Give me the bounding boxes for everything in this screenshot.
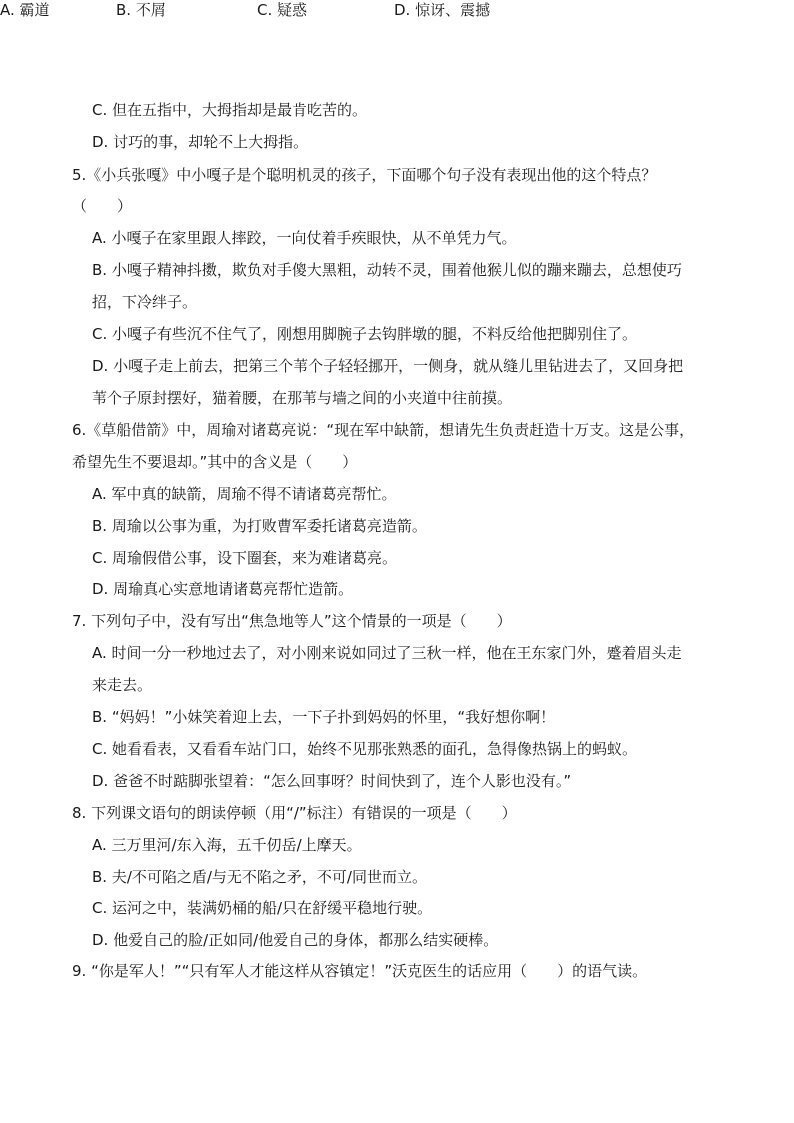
q5-option-b: B. 小嘎子精神抖擞，欺负对手傻大黑粗，动转不灵，围着他猴儿似的蹦来蹦去，总想使巧 xyxy=(92,261,682,279)
q9-option-c: C. 疑惑 xyxy=(257,1,308,19)
q8-option-a: A. 三万里河/东入海，五千仞岳/上摩天。 xyxy=(92,836,362,854)
question-9: 9. “你是军人！”“只有军人才能这样从容镇定！”沃克医生的话应用（ ）的语气读。 xyxy=(72,962,648,980)
q7-option-d: D. 爸爸不时踮脚张望着：“怎么回事呀？时间快到了，连个人影也没有。” xyxy=(92,772,572,790)
q8-option-d: D. 他爱自己的脸/正如同/他爱自己的身体，都那么结实硬棒。 xyxy=(92,931,499,949)
q5-option-d-cont: 苇个子原封摆好，猫着腰，在那苇与墙之间的小夹道中往前摸。 xyxy=(92,389,513,407)
q7-option-c: C. 她看看表，又看看车站门口，始终不见那张熟悉的面孔，急得像热锅上的蚂蚁。 xyxy=(92,740,638,758)
q5-option-d: D. 小嘎子走上前去，把第三个苇个子轻轻挪开，一侧身，就从缝儿里钻进去了，又回身把 xyxy=(92,357,684,375)
q9-options xyxy=(0,0,560,20)
question-8: 8. 下列课文语句的朗读停顿（用“/”标注）有错误的一项是（ ） xyxy=(72,804,517,822)
q9-option-d: D. 惊讶、震撼 xyxy=(394,1,491,19)
q7-option-a-cont: 来走去。 xyxy=(92,676,153,694)
q8-option-c: C. 运河之中，装满奶桶的船/只在舒缓平稳地行驶。 xyxy=(92,899,433,917)
q7-option-a: A. 时间一分一秒地过去了，对小刚来说如同过了三秋一样，他在王东家门外，蹙着眉头走 xyxy=(92,644,682,662)
question-5: 5.《小兵张嘎》中小嘎子是个聪明机灵的孩子，下面哪个句子没有表现出他的这个特点？ xyxy=(72,166,657,184)
q8-option-b: B. 夫/不可陷之盾/与无不陷之矛，不可/同世而立。 xyxy=(92,868,427,886)
question-5-blank: （ ） xyxy=(72,197,133,215)
question-6: 6.《草船借箭》中，周瑜对诸葛亮说：“现在军中缺箭，想请先生负责赶造十万支。这是公事， xyxy=(72,421,695,439)
q9-option-b: B. 不屑 xyxy=(116,1,166,19)
q5-option-c: C. 小嘎子有些沉不住气了，刚想用脚腕子去钩胖墩的腿，不料反给他把脚别住了。 xyxy=(92,325,638,343)
q6-option-a: A. 军中真的缺箭，周瑜不得不请诸葛亮帮忙。 xyxy=(92,485,397,503)
question-7: 7. 下列句子中，没有写出“焦急地等人”这个情景的一项是（ ） xyxy=(72,612,512,630)
q6-option-b: B. 周瑜以公事为重，为打败曹军委托诸葛亮造箭。 xyxy=(92,517,427,535)
question-6-cont: 希望先生不要退却。”其中的含义是（ ） xyxy=(72,453,358,471)
q5-option-a: A. 小嘎子在家里跟人摔跤，一向仗着手疾眼快，从不单凭力气。 xyxy=(92,229,517,247)
q7-option-b: B. “妈妈！”小妹笑着迎上去，一下子扑到妈妈的怀里，“我好想你啊！ xyxy=(92,708,556,726)
q5-option-b-cont: 招，下冷绊子。 xyxy=(92,293,198,311)
q9-option-a: A. 霸道 xyxy=(0,1,50,19)
q6-option-c: C. 周瑜假借公事，设下圈套，来为难诸葛亮。 xyxy=(92,549,398,567)
q6-option-d: D. 周瑜真心实意地请诸葛亮帮忙造箭。 xyxy=(92,580,354,598)
q4-option-d: D. 讨巧的事，却轮不上大拇指。 xyxy=(92,133,309,151)
q4-option-c: C. 但在五指中，大拇指却是最肯吃苦的。 xyxy=(92,101,368,119)
